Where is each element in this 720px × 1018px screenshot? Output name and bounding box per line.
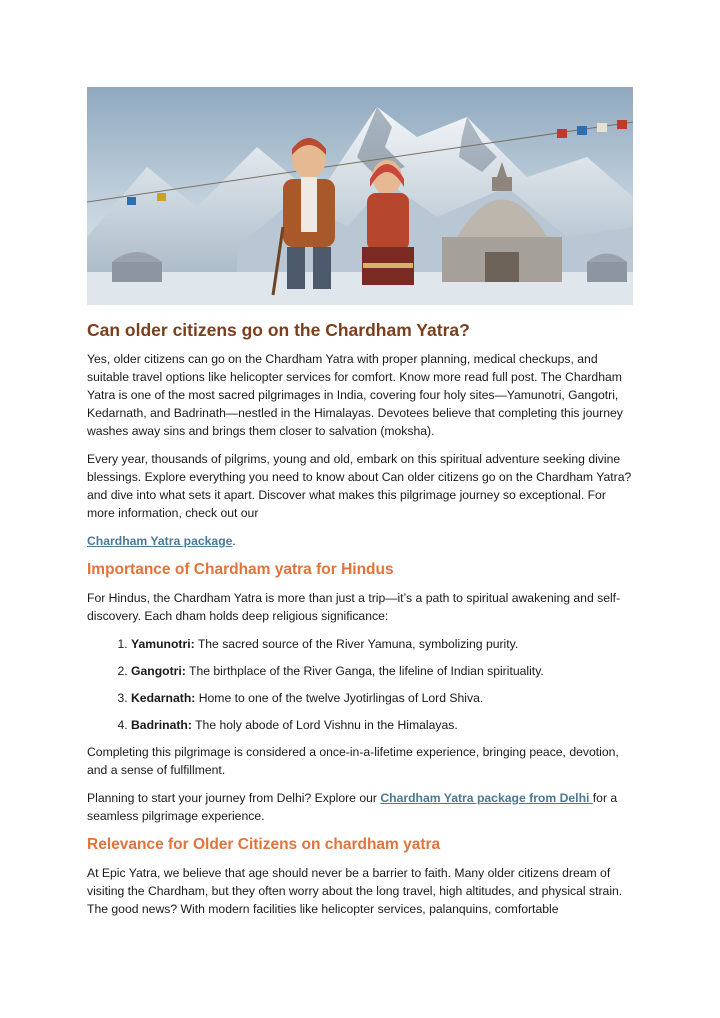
dham-name: Kedarnath: [131, 691, 196, 705]
page-title: Can older citizens go on the Chardham Yatra? [87, 320, 470, 340]
dham-desc: The sacred source of the River Yamuna, symbolizing purity. [194, 637, 519, 651]
dham-name: Yamunotri: [131, 637, 195, 651]
delhi-prefix: Planning to start your journey from Delhi? Explore our [87, 791, 381, 805]
delhi-suffix: for a seamless pilgrimage experience. [87, 791, 618, 823]
relevance-heading: Relevance for Older Citizens on chardham yatra [87, 836, 441, 853]
intro-paragraph-1: Yes, older citizens can go on the Chardham Yatra with proper planning, medical checkups, and suitable travel options like helicopter services for comfort. Know more read full post. The Chardham Yatra is one of the most sacred pilgrimages in India, covering four holy sites—Yamunotri, Gangotri, Kedarnath, and Badrinath—nestled in the Himalayas. Devotees believe that completing this journey washes away sins and brings them closer to salvation (moksha). [87, 352, 623, 438]
intro-paragraph-2: Every year, thousands of pilgrims, young and old, embark on this spiritual adventure seeking divine blessings. Explore everything you need to know about Can older citizens go on the Chardham Yatra? and dive into what sets it apart. Discover what makes this pilgrimage journey so exceptional. For more information, check out our [87, 452, 632, 520]
importance-heading: Importance of Chardham yatra for Hindus [87, 561, 394, 578]
package-link-suffix: . [232, 534, 236, 548]
article [87, 87, 633, 918]
list-item [131, 662, 633, 680]
dham-desc: Home to one of the twelve Jyotirlingas of Lord Shiva. [195, 691, 484, 705]
delhi-package-link[interactable]: Chardham Yatra package from Delhi [380, 791, 593, 805]
delhi-paragraph [87, 789, 633, 825]
dham-desc: The holy abode of Lord Vishnu in the Himalayas. [191, 718, 458, 732]
list-item [131, 635, 633, 653]
importance-paragraph: For Hindus, the Chardham Yatra is more than just a trip—it’s a path to spiritual awakening and self-discovery. Each dham holds deep religious significance: [87, 591, 621, 623]
relevance-paragraph: At Epic Yatra, we believe that age should never be a barrier to faith. Many older citizens dream of visiting the Chardham, but they often worry about the long travel, high altitudes, and physical strain. The good news? With modern facilities like helicopter services, palanquins, comfortable [87, 866, 623, 916]
hero-image [87, 87, 633, 305]
dham-name: Gangotri: [131, 664, 186, 678]
dham-list [87, 635, 633, 734]
dham-name: Badrinath: [131, 718, 192, 732]
package-link-paragraph [87, 532, 633, 550]
dham-desc: The birthplace of the River Ganga, the lifeline of Indian spirituality. [185, 664, 544, 678]
chardham-package-link[interactable]: Chardham Yatra package [87, 534, 233, 548]
list-item [131, 689, 633, 707]
list-item [131, 716, 633, 734]
completing-paragraph: Completing this pilgrimage is considered a once-in-a-lifetime experience, bringing peace, devotion, and a sense of fulfillment. [87, 745, 619, 777]
